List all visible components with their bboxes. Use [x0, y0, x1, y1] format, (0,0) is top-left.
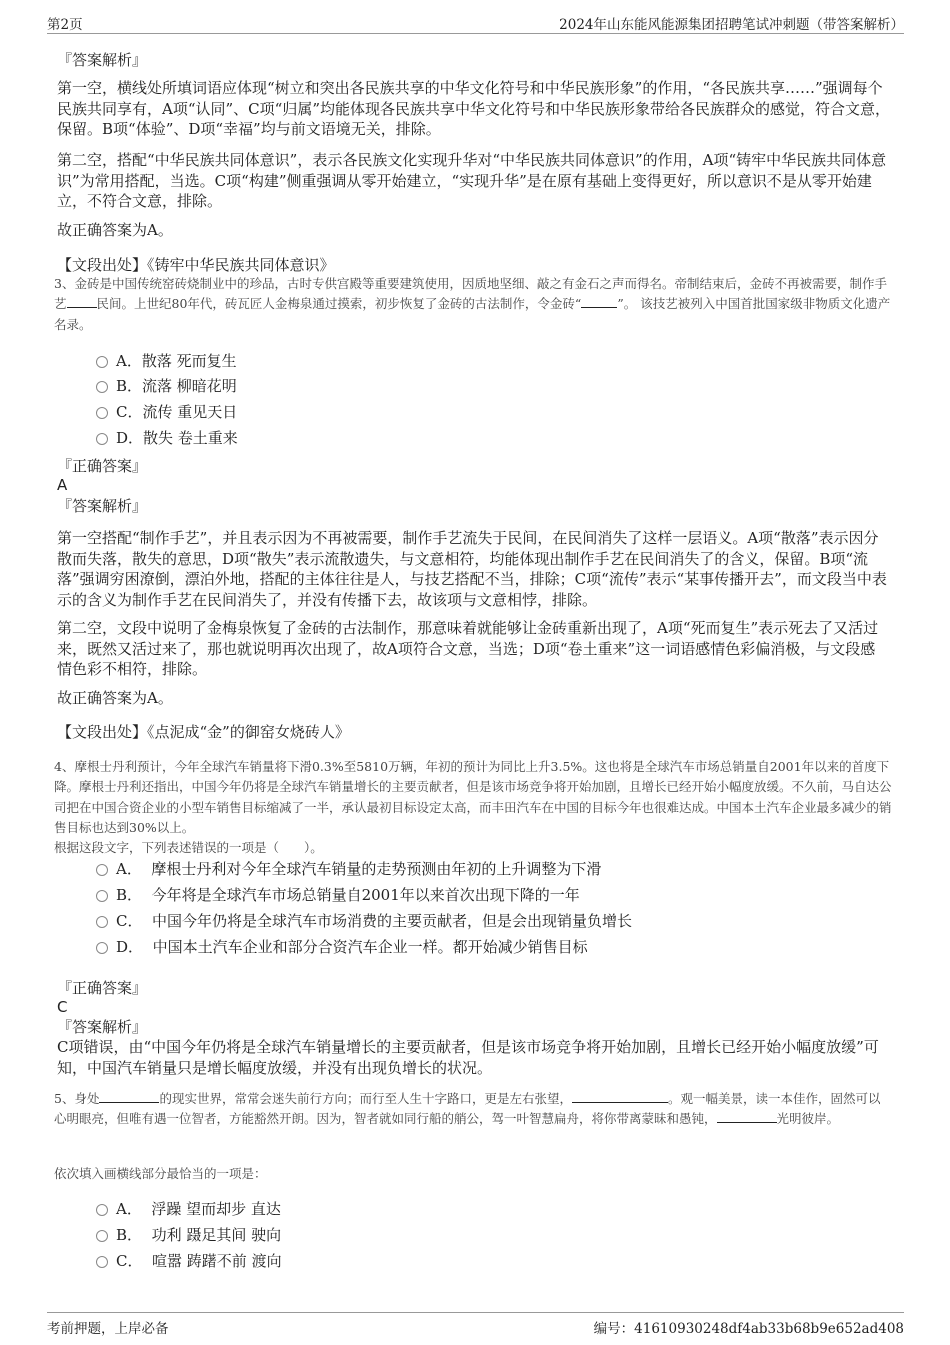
- q5-option-b[interactable]: B． 功利 蹑足其间 驶向: [96, 1225, 281, 1245]
- radio-icon[interactable]: [96, 864, 108, 876]
- q4-analysis: C项错误，由“中国今年仍将是全球汽车销量增长的主要贡献者，但是该市场竞争将开始加剧，且增长已经开始小幅度放缓”可知，中国汽车销量只是增长幅度放缓，并没有出现负增长的状况。: [57, 1038, 879, 1077]
- blank: [581, 295, 617, 308]
- q3-option-c[interactable]: C．流传 重见天日: [96, 402, 237, 422]
- footer-slogan: 考前押题，上岸必备: [47, 1321, 169, 1337]
- document-title: 2024年山东能风能源集团招聘笔试冲刺题（带答案解析）: [559, 17, 904, 33]
- q3-analysis-label: 『答案解析』: [57, 497, 148, 515]
- q4-option-a[interactable]: A． 摩根士丹利对今年全球汽车销量的走势预测由年初的上升调整为下滑: [96, 859, 601, 879]
- radio-icon[interactable]: [96, 916, 108, 928]
- q2-analysis-para1: 第一空，横线处所填词语应体现“树立和突出各民族共享的中华文化符号和中华民族形象”的作用，“各民族共享……”强调每个民族共同享有，A项“认同”、C项“归属”均能体现各民族共享中华文化符号和中华民族形象带给各民族群众的感觉，符合文意，保留。B项“体验”、D项“幸福”均与前文语境无关，排除。: [57, 79, 890, 138]
- radio-icon[interactable]: [96, 407, 108, 419]
- q5-question: 依次填入画横线部分最恰当的一项是：: [54, 1166, 267, 1181]
- q3-conclusion: 故正确答案为A。: [57, 689, 173, 707]
- radio-icon[interactable]: [96, 1230, 108, 1242]
- radio-icon[interactable]: [96, 356, 108, 368]
- radio-icon[interactable]: [96, 890, 108, 902]
- q3-analysis-para1: 第一空搭配“制作手艺”，并且表示因为不再被需要，制作手艺流失于民间，在民间消失了这样一层语义。A项“散落”表示因分散而失落，散失的意思，D项“散失”表示流散遗失，与文意相符，均能体现出制作手艺在民间消失了的含义，保留。B项“流落”强调穷困潦倒，漂泊外地，搭配的主体往往是人，与技艺搭配不当，排除；C项“流传”表示“某事传播开去”，而文段当中表示的含义为制作手艺在民间消失了，并没有传播下去，故该项与文意相悖，排除。: [57, 529, 887, 609]
- document-code: 编号：41610930248df4ab33b68b9e652ad408: [593, 1321, 904, 1337]
- q2-analysis-label: 『答案解析』: [57, 51, 148, 69]
- q4-analysis-label: 『答案解析』: [57, 1018, 148, 1036]
- blank: [67, 295, 97, 308]
- radio-icon[interactable]: [96, 1204, 108, 1216]
- page-footer: [47, 1312, 904, 1341]
- radio-icon[interactable]: [96, 433, 108, 445]
- q5-option-c[interactable]: C． 喧嚣 踌躇不前 渡向: [96, 1251, 282, 1271]
- q5-option-a[interactable]: A． 浮躁 望而却步 直达: [96, 1199, 281, 1219]
- q4-answer-label: 『正确答案』: [57, 979, 148, 997]
- q3-analysis-para2: 第二空，文段中说明了金梅泉恢复了金砖的古法制作，那意味着就能够让金砖重新出现了，A项“死而复生”表示死去了又活过来，既然又活过来了，那也就说明再次出现了，故A项符合文意，当选；D项“卷土重来”这一词语感情色彩偏消极，与文段感情色彩不相符，排除。: [57, 619, 879, 678]
- q5-stem: 5、身处 的现实世界，常常会迷失前行方向；而行至人生十字路口，更是左右张望， 。观一幅美景，读一本佳作，固然可以心明眼亮，但唯有遇一位智者，方能豁然开朗。因为，智者就如同行船的艄公，驾一叶智慧扁舟，将你带离蒙昧和愚钝， 光明彼岸。: [54, 1091, 881, 1127]
- q4-option-d[interactable]: D． 中国本土汽车企业和部分合资汽车企业一样。都开始减少销售目标: [96, 937, 588, 957]
- q4-answer: C: [57, 998, 68, 1016]
- q3-answer: A: [57, 476, 68, 494]
- page-header: [47, 9, 904, 34]
- q3-source: 【文段出处】《点泥成“金”的御窑女烧砖人》: [57, 723, 350, 741]
- radio-icon[interactable]: [96, 1256, 108, 1268]
- blank: [572, 1090, 668, 1103]
- q4-option-c[interactable]: C． 中国今年仍将是全球汽车市场消费的主要贡献者，但是会出现销量负增长: [96, 911, 632, 931]
- q3-stem: 3、金砖是中国传统窑砖烧制业中的珍品，古时专供宫殿等重要建筑使用，因质地坚细、敲之有金石之声而得名。帝制结束后，金砖不再被需要，制作手艺 民间。上世纪80年代，砖瓦匠人金梅泉通过摸索，初步恢复了金砖的古法制作，令金砖“ ”。 该技艺被列入中国首批国家级非物质文化遗产名录。: [54, 276, 891, 332]
- q4-question: 根据这段文字，下列表述错误的一项是（ ）。: [54, 840, 323, 855]
- q3-answer-label: 『正确答案』: [57, 457, 148, 475]
- q4-stem: 4、摩根士丹利预计，今年全球汽车销量将下滑0.3%至5810万辆，年初的预计为同比上升3.5%。这也将是全球汽车市场总销量自2001年以来的首度下降。摩根士丹利还指出，中国今年仍将是全球汽车销量增长的主要贡献者，但是该市场竞争将开始加剧，且增长已经开始小幅度放缓。不久前，马自达公司把在中国合资企业的小型车销售目标缩减了一半，承认最初目标设定太高，而丰田汽车在中国的目标今年也很难达成。中国本土汽车企业最多减少的销售目标也达到30%以上。: [54, 759, 892, 835]
- page-number: 第2页: [47, 17, 83, 33]
- q2-conclusion: 故正确答案为A。: [57, 221, 173, 239]
- blank: [99, 1090, 159, 1103]
- q2-source: 【文段出处】《铸牢中华民族共同体意识》: [57, 256, 335, 274]
- q3-option-b[interactable]: B．流落 柳暗花明: [96, 376, 237, 396]
- radio-icon[interactable]: [96, 381, 108, 393]
- q2-analysis-para2: 第二空，搭配“中华民族共同体意识”，表示各民族文化实现升华对“中华民族共同体意识”的作用，A项“铸牢中华民族共同体意识”为常用搭配，当选。C项“构建”侧重强调从零开始建立，“实现升华”是在原有基础上变得更好，所以意识不是从零开始建立，不符合文意，排除。: [57, 151, 887, 210]
- q3-option-d[interactable]: D．散失 卷土重来: [96, 428, 238, 448]
- blank: [717, 1110, 777, 1123]
- q3-option-a[interactable]: A．散落 死而复生: [96, 351, 237, 371]
- q4-option-b[interactable]: B． 今年将是全球汽车市场总销量自2001年以来首次出现下降的一年: [96, 885, 580, 905]
- radio-icon[interactable]: [96, 942, 108, 954]
